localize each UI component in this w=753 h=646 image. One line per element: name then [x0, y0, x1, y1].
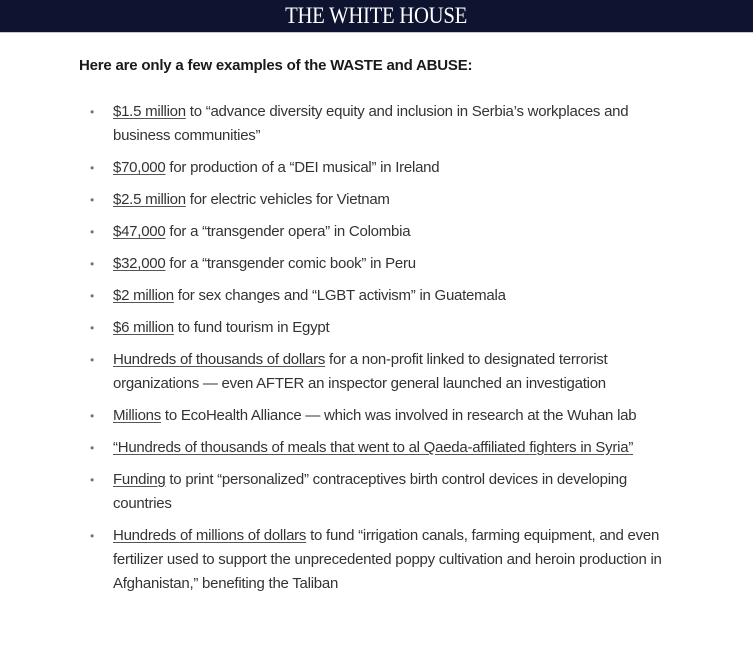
bullet-icon: • — [90, 225, 94, 239]
bullet-icon: • — [90, 473, 94, 487]
list-item — [87, 188, 677, 212]
site-title: THE WHITE HOUSE — [285, 3, 468, 28]
source-link[interactable]: $70,000 — [113, 159, 166, 176]
list-item — [87, 316, 677, 340]
bullet-icon: • — [90, 353, 94, 367]
source-link[interactable]: $2.5 million — [113, 191, 186, 208]
source-link[interactable]: $1.5 million — [113, 103, 186, 120]
list-item — [87, 252, 677, 276]
item-text: for a “transgender comic book” in Peru — [165, 255, 416, 272]
bullet-icon: • — [90, 193, 94, 207]
bullet-icon: • — [90, 289, 94, 303]
site-header — [0, 0, 753, 33]
item-text: for sex changes and “LGBT activism” in Guatemala — [173, 287, 506, 304]
list-item — [87, 404, 677, 428]
list-item — [87, 156, 677, 180]
bullet-icon: • — [90, 409, 94, 423]
bullet-icon: • — [90, 321, 94, 335]
item-text: for a “transgender opera” in Colombia — [165, 223, 411, 240]
bullet-icon: • — [90, 529, 94, 543]
item-text: for a non-profit linked to designated terrorist organizations — even AFTER an inspector general launched an investigation — [113, 351, 608, 392]
list-item — [87, 468, 677, 516]
bullet-icon: • — [90, 161, 94, 175]
source-link[interactable]: $47,000 — [113, 223, 166, 240]
list-item — [87, 436, 677, 460]
bullet-icon: • — [90, 105, 94, 119]
bullet-icon: • — [90, 441, 94, 455]
source-link[interactable]: Funding — [113, 471, 166, 488]
item-text: to fund “irrigation canals, farming equipment, and even fertilizer used to support the unprecedented poppy cultivation and heroin production in Afghanistan,” benefiting the Taliban — [113, 527, 662, 592]
intro-heading: Here are only a few examples of the WASTE and ABUSE: — [79, 57, 473, 74]
waste-list — [87, 100, 677, 604]
list-item — [87, 220, 677, 244]
source-link[interactable]: Hundreds of millions of dollars — [113, 527, 307, 544]
item-text: for production of a “DEI musical” in Ireland — [165, 159, 440, 176]
item-text: to fund tourism in Egypt — [173, 319, 330, 336]
item-text: to “advance diversity equity and inclusion in Serbia’s workplaces and business communities” — [113, 103, 629, 144]
source-link[interactable]: $2 million — [113, 287, 174, 304]
list-item — [87, 100, 677, 148]
list-item — [87, 284, 677, 308]
item-text: for electric vehicles for Vietnam — [185, 191, 390, 208]
list-item — [87, 524, 677, 596]
item-text: to print “personalized” contraceptives birth control devices in developing countries — [113, 471, 627, 512]
list-item — [87, 348, 677, 396]
bullet-icon: • — [90, 257, 94, 271]
source-link[interactable]: Millions — [113, 407, 162, 424]
source-link[interactable]: $32,000 — [113, 255, 166, 272]
source-link[interactable]: $6 million — [113, 319, 174, 336]
source-link[interactable]: Hundreds of thousands of dollars — [113, 351, 326, 368]
item-text: to EcoHealth Alliance — which was involved in research at the Wuhan lab — [161, 407, 637, 424]
source-link[interactable]: “Hundreds of thousands of meals that went to al Qaeda-affiliated fighters in Syria” — [113, 439, 634, 456]
